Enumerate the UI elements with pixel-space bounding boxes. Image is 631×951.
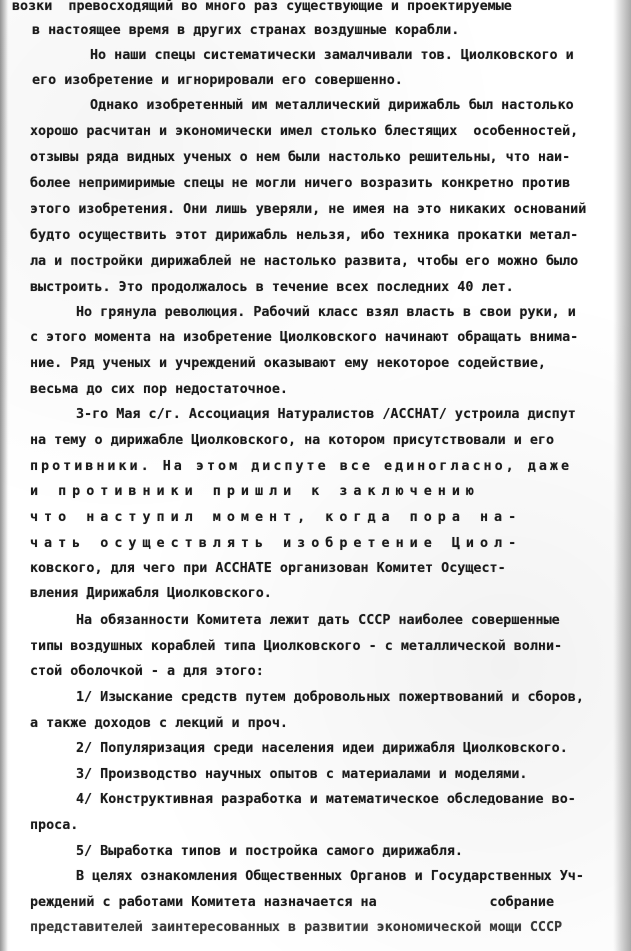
- text-line: более непримиримые спецы не могли ничего возразить конкретно против: [30, 176, 571, 191]
- text-line: отзывы ряда видных ученых о нем были настолько решительны, что наи-: [30, 150, 571, 165]
- list-item: 5/ Выработка типов и постройка самого дирижабля.: [76, 844, 463, 859]
- text-line: вления Дирижабля Циолковского.: [30, 586, 272, 601]
- text-line: весьма до сих пор недостаточное.: [30, 382, 288, 397]
- text-line: На обязанности Комитета лежит дать СССР наиболее совершенные: [76, 613, 560, 628]
- text-line: ние. Ряд ученых и учреждений оказывают ему некоторое содействие,: [30, 356, 546, 371]
- text-line: Но грянула революция. Рабочий класс взял власть в свои руки, и: [76, 305, 576, 320]
- text-line: ковского, для чего при АССНАТЕ организован Комитет Осущест-: [30, 561, 506, 576]
- list-item: 1/ Изыскание средств путем добровольных пожертвований и сборов,: [76, 690, 584, 705]
- text-line: возки превосходящий во много раз существующие и проектируемые: [12, 0, 512, 14]
- text-line: его изобретение и игнорировали его совершенно.: [32, 73, 403, 88]
- text-line: будто осуществить этот дирижабль нельзя, ибо техника прокатки метал-: [30, 228, 579, 243]
- list-item-continuation: а также доходов с лекций и проч.: [30, 716, 288, 731]
- list-item-continuation: проса.: [30, 818, 79, 833]
- list-item: 2/ Популяризация среди населения идеи дирижабля Циолковского.: [76, 741, 568, 756]
- text-line: противники. На этом диспуте все единогласно, даже: [30, 459, 573, 474]
- text-line: Однако изобретенный им металлический дирижабль был настолько: [90, 98, 574, 113]
- text-line: Но наши спецы систематически замалчивали тов. Циолковского и: [90, 48, 574, 63]
- list-item: 4/ Конструктивная разработка и математическое обследование во-: [76, 792, 576, 807]
- text-line: 3-го Мая с/г. Ассоциация Натуралистов /АССНАТ/ устроила диспут: [76, 407, 576, 422]
- text-line: чать осуществлять изобретение Циол-: [30, 536, 523, 551]
- text-line: этого изобретения. Они лишь уверяли, не имея на это никаких оснований: [30, 202, 587, 217]
- text-line: и противники пришли к заключению: [30, 484, 480, 499]
- text-line: хорошо расчитан и экономически имел столько блестящих особенностей,: [30, 124, 579, 139]
- text-line: что наступил момент, когда пора на-: [30, 510, 523, 525]
- text-line: типы воздушных кораблей типа Циолковского - с металлической волни-: [30, 639, 563, 654]
- text-line: В целях ознакомления Общественных Органов и Государственных Уч-: [76, 869, 584, 884]
- text-line: на тему о дирижабле Циолковского, на котором присутствовали и его: [30, 433, 555, 448]
- text-line: представителей заинтересованных в развитии экономической мощи СССР: [30, 920, 563, 935]
- text-line: выстроить. Это продолжалось в течение всех последних 40 лет.: [30, 280, 514, 295]
- list-item: 3/ Производство научных опытов с материалами и моделями.: [76, 767, 528, 782]
- text-line: ла и постройки дирижаблей не настолько развита, чтобы его можно было: [30, 254, 579, 269]
- text-line: реждений с работами Комитета назначается на собрание: [30, 895, 555, 910]
- text-line: стой оболочкой - а для этого:: [30, 664, 264, 679]
- text-line: с этого момента на изобретение Циолковского начинают обращать внима-: [30, 330, 579, 345]
- text-line: в настоящее время в других странах воздушные корабли.: [32, 23, 460, 38]
